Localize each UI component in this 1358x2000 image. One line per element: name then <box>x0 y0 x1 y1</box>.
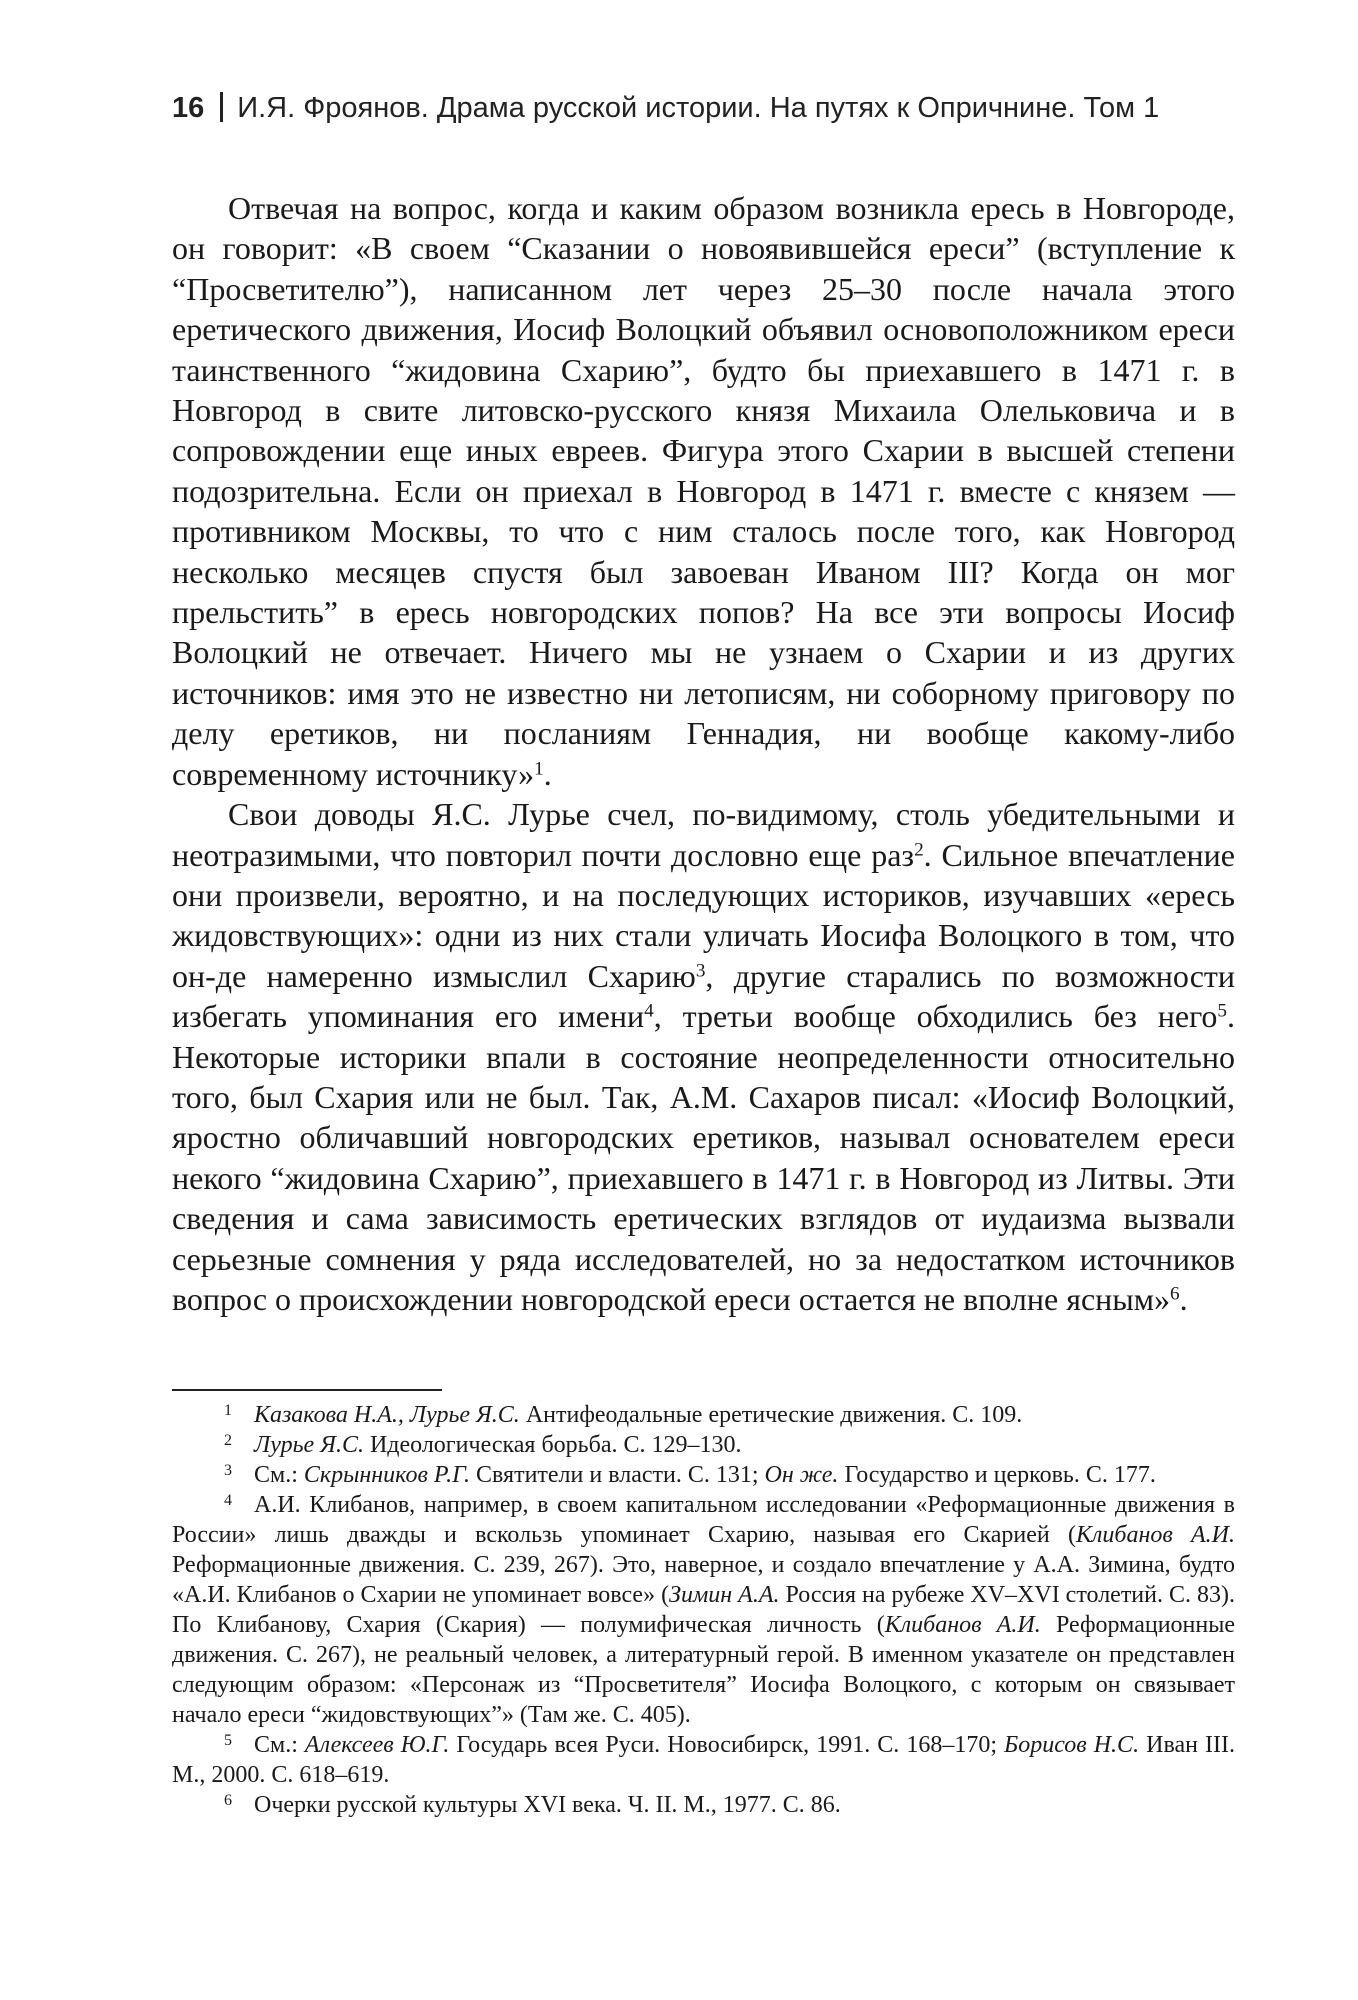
footnote-text: Государство и церковь. С. 177. <box>838 1462 1156 1488</box>
footnote-text: Реформационные движения. С. 239, 267). Это, наверное, и создало впечатление у А.А. Зимина, будто «А.И. Клибанов о Схарии не упоминает вовсе» ( <box>172 1552 1235 1608</box>
footnote-ref-4: 4 <box>644 1000 654 1022</box>
footnote-text: А.И. Клибанов, например, в своем капитальном исследовании «Реформационные движения в России» лишь дважды и вскользь упоминает Схарию, называя его Скарией ( <box>172 1492 1235 1548</box>
paragraph-2-part: , третьи вообще обходились без него <box>653 998 1218 1035</box>
page-number: 16 <box>172 92 205 124</box>
paragraph-2-part: . Сильное впечатление они произвели, вероятно, и на последующих историков, изучавших «ересь жидовствующих»: одни из них стали уличать Иосифа Волоцкого в том, что он-де намеренно измыслил Схарию <box>172 836 1236 994</box>
footnote-author: Клибанов А.И. <box>884 1612 1041 1638</box>
paragraph-2-part: Свои доводы Я.С. Лурье счел, по-видимому, столь убедительными и неотразимыми, что повторил почти дословно еще раз <box>172 796 1235 873</box>
footnote: 3 См.: Скрынников Р.Г. Святители и власти. С. 131; Он же. Государство и церковь. С. 177. <box>224 1461 1156 1488</box>
footnote-ref-3: 3 <box>695 960 706 982</box>
footnote-ref-6: 6 <box>1170 1283 1180 1305</box>
footnote-text: Антифеодальные еретические движения. С. 109. <box>519 1402 1023 1428</box>
footnote: 1 Казакова Н.А., Лурье Я.С. Антифеодальные еретические движения. С. 109. <box>224 1401 1023 1428</box>
footnote-author: Он же. <box>764 1462 839 1488</box>
footnote: 5 См.: Алексеев Ю.Г. Государь всея Руси. Новосибирск, 1991. С. 168–170; Борисов Н.С. Иван III. М., 2000. С. 618–619. <box>172 1731 1235 1788</box>
paragraph-2-part: , другие старались по возможности избегать упоминания его имени <box>172 957 1236 1035</box>
paragraph-1-end: . <box>543 755 552 792</box>
footnote-text: Очерки русской культуры XVI века. Ч. II. М., 1977. С. 86. <box>254 1792 841 1818</box>
footnote-text: Россия на рубеже XV–XVI столетий. С. 83). По Клибанову, Схария (Скария) — полумифическая личность ( <box>172 1582 1235 1638</box>
paragraph-1 <box>172 188 1235 794</box>
footnote: 2 Лурье Я.С. Идеологическая борьба. С. 129–130. <box>224 1431 742 1458</box>
running-head <box>172 92 1222 125</box>
footnote-text: Реформационные движения. С. 267), не реальный человек, а литературный герой. В именном указателе он представлен следующим образом: «Персонаж из “Просветителя” Иосифа Волоцкого, с которым он связывает начало ереси “жидовствующих”» (Там же. С. 405). <box>172 1612 1236 1728</box>
footnote-text: Святители и власти. С. 131; <box>470 1462 765 1488</box>
header-divider <box>220 92 223 122</box>
paragraph-2-part: . Некоторые историки впали в состояние неопределенности относительно того, был Схария или не был. Так, А.М. Сахаров писал: «Иосиф Волоцкий, яростно обличавший новгородских еретиков, называл основателем ереси некого “жидовина Схарию”, приехавшего в 1471 г. в Новгород из Литвы. Эти сведения и сама зависимость еретических взглядов от иудаизма вызвали серьезные сомнения у ряда исследователей, но за недостатком источников вопрос о происхождении новгородской ереси остается не вполне ясным» <box>172 998 1236 1317</box>
footnote-text: Идеологическая борьба. С. 129–130. <box>363 1432 742 1458</box>
footnote-author: Алексеев Ю.Г. <box>304 1732 450 1758</box>
paragraph-1-text: Отвечая на вопрос, когда и каким образом возникла ересь в Новгороде, он говорит: «В своем “Сказании о новоявившейся ереси” (вступление к “Просветителю”), написанном лет через 25–30 после начала этого еретического движения, Иосиф Волоцкий объявил основоположником ереси таинственного “жидовина Схарию”, будто бы приехавшего в 1471 г. в Новгород в свите литовско-русского князя Михаила Олельковича и в сопровождении еще иных евреев. Фигура этого Схарии в высшей степени подозрительна. Если он приехал в Новгород в 1471 г. вместе с князем — противником Москвы, то что с ним сталось после того, как Новгород несколько месяцев спустя был завоеван Иваном III? Когда он мог прельстить” в ересь новгородских попов? На все эти вопросы Иосиф Волоцкий не отвечает. Ничего мы не узнаем о Схарии и из других источников: имя это не известно ни летописям, ни соборному приговору по делу еретиков, ни посланиям Геннадия, ни вообще какому-либо современному источнику» <box>172 190 1235 792</box>
paragraph-2-part: . <box>1179 1280 1188 1317</box>
footnote-author: Борисов Н.С. <box>1004 1732 1140 1758</box>
footnote-text: См.: <box>254 1732 305 1758</box>
footnote-text: Иван III. М., 2000. С. 618–619. <box>172 1732 1235 1788</box>
main-text <box>172 188 1235 1319</box>
footnote: 4 А.И. Клибанов, например, в своем капитальном исследовании «Реформационные движения в России» лишь дважды и вскользь упоминает Схарию, называя его Скарией (Клибанов А.И. Реформационные движения. С. 239, 267). Это, наверное, и создало впечатление у А.А. Зимина, будто «А.И. Клибанов о Схарии не упоминает вовсе» (Зимин А.А. Россия на рубеже XV–XVI столетий. С. 83). По Клибанову, Схария (Скария) — полумифическая личность (Клибанов А.И. Реформационные движения. С. 267), не реальный человек, а литературный герой. В именном указателе он представлен следующим образом: «Персонаж из “Просветителя” Иосифа Волоцкого, с которым он связывает начало ереси “жидовствующих”» (Там же. С. 405). <box>172 1491 1236 1728</box>
footnote-ref-1: 1 <box>534 758 544 780</box>
footnote-author: Лурье Я.С. <box>254 1432 364 1458</box>
footnotes <box>172 1400 1235 1820</box>
footnote-text: Государь всея Руси. Новосибирск, 1991. С. 168–170; <box>449 1732 1005 1758</box>
footnote-author: Скрынников Р.Г. <box>303 1462 471 1488</box>
footnote-author: Зимин А.А. <box>669 1582 780 1608</box>
footnote-separator <box>172 1389 442 1391</box>
footnote: 6 Очерки русской культуры XVI века. Ч. II. М., 1977. С. 86. <box>224 1791 841 1818</box>
footnote-author: Казакова Н.А., Лурье Я.С. <box>254 1402 520 1428</box>
footnote-ref-5: 5 <box>1217 1000 1228 1022</box>
footnote-ref-2: 2 <box>914 838 924 860</box>
footnote-author: Клибанов А.И. <box>1075 1522 1235 1548</box>
paragraph-2 <box>172 794 1235 1319</box>
footnote-text: См.: <box>254 1462 304 1488</box>
book-title: И.Я. Фроянов. Драма русской истории. На путях к Опричнине. Том 1 <box>237 92 1160 124</box>
